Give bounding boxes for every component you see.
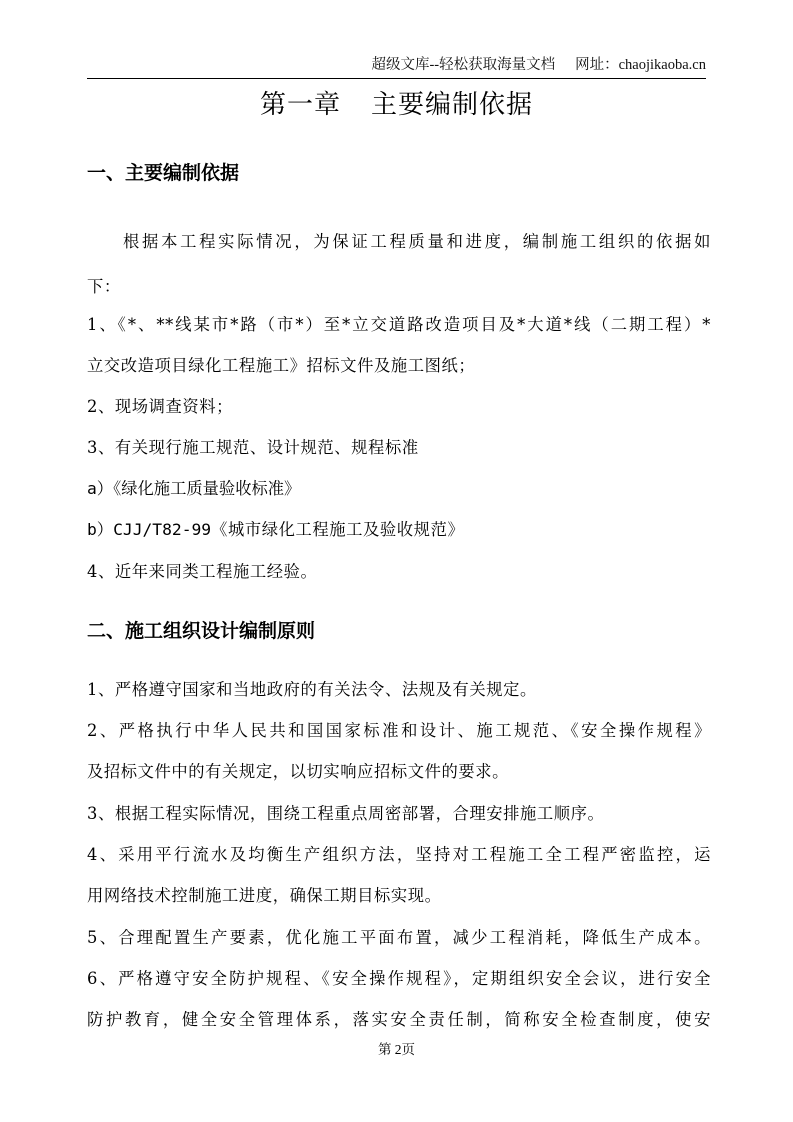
site-url: 网址：chaojikaoba.cn xyxy=(575,57,706,73)
page-header xyxy=(87,52,706,79)
standard-title: 《城市绿化工程施工及验收规范》 xyxy=(211,520,465,539)
principle-item-3: 3、根据工程实际情况，围绕工程重点周密部署，合理安排施工顺序。 xyxy=(87,804,605,823)
basis-item-3b xyxy=(87,518,711,542)
principle-item-2-line-2: 及招标文件中的有关规定，以切实响应招标文件的要求。 xyxy=(87,762,510,781)
principle-item-6-line-2: 防护教育，健全安全管理体系，落实安全责任制，简称安全检查制度，使安 xyxy=(87,1010,711,1029)
principle-item-4-line-1: 4、采用平行流水及均衡生产组织方法，坚持对工程施工全工程严密监控，运 xyxy=(87,845,711,864)
intro-line-1: 根据本工程实际情况，为保证工程质量和进度，编制施工组织的依据如 xyxy=(123,232,711,251)
principle-item-6-line-1: 6、严格遵守安全防护规程、《安全操作规程》，定期组织安全会议，进行安全 xyxy=(87,969,711,988)
basis-item-4: 4、近年来同类工程施工经验。 xyxy=(87,562,318,581)
principle-item-2-line-1: 2、严格执行中华人民共和国国家标准和设计、施工规范、《安全操作规程》 xyxy=(87,721,711,740)
chapter-name: 主要编制依据 xyxy=(371,90,534,120)
principle-item-4-line-2: 用网络技术控制施工进度，确保工期目标实现。 xyxy=(87,886,442,905)
page-number: 第 2页 xyxy=(377,1042,416,1057)
chapter-number: 第一章 xyxy=(259,90,341,120)
basis-item-2: 2、现场调查资料； xyxy=(87,397,234,416)
intro-line-2: 下： xyxy=(87,277,121,296)
principle-item-1: 1、严格遵守国家和当地政府的有关法令、法规及有关规定。 xyxy=(87,680,537,699)
site-slogan: 超级文库--轻松获取海量文档 xyxy=(371,57,556,73)
section-heading-1: 一、主要编制依据 xyxy=(87,162,240,184)
basis-item-3: 3、有关现行施工规范、设计规范、规程标准 xyxy=(87,438,419,457)
basis-item-1-line-2: 立交改造项目绿化工程施工》招标文件及施工图纸； xyxy=(87,356,476,375)
basis-item-1-line-1: 1、《*、**线某市*路（市*）至*立交道路改造项目及*大道*线（二期工程）* xyxy=(87,315,711,334)
principle-item-5: 5、合理配置生产要素，优化施工平面布置，减少工程消耗，降低生产成本。 xyxy=(87,928,711,947)
chapter-title xyxy=(0,88,793,122)
section-heading-2: 二、施工组织设计编制原则 xyxy=(87,620,316,642)
basis-item-3a: a）《绿化施工质量验收标准》 xyxy=(87,479,301,498)
standard-code: b）CJJ/T82-99 xyxy=(87,520,212,539)
